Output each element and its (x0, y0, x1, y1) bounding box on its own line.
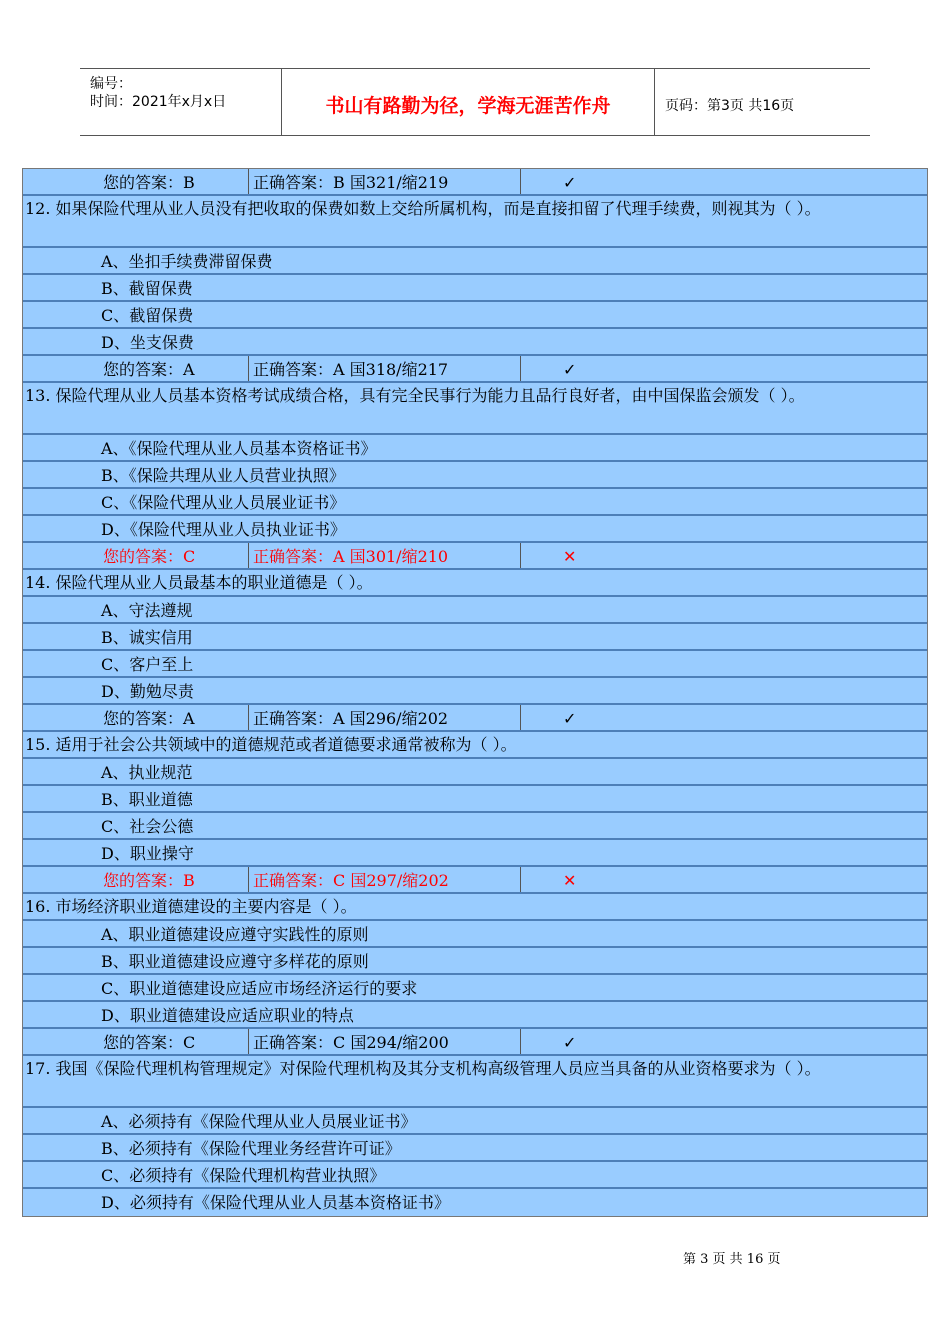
your-answer-cell (23, 356, 249, 381)
option-text: D、职业操守 (101, 844, 194, 863)
question-table (22, 168, 928, 1217)
option-text: A、职业道德建设应遵守实践性的原则 (101, 925, 369, 944)
option-text: B、诚实信用 (101, 628, 193, 647)
option-text: B、职业道德建设应遵守多样花的原则 (101, 952, 369, 971)
option-text: C、《保险代理从业人员展业证书》 (101, 493, 346, 512)
option-row (23, 302, 927, 329)
question-row (23, 732, 927, 759)
option-row (23, 624, 927, 651)
correct-answer: 正确答案：B 国321/缩219 (253, 173, 449, 192)
question-text: 14. 保险代理从业人员最基本的职业道德是（ ）。 (25, 573, 373, 592)
correct-answer-cell (249, 356, 521, 381)
question-text: 12. 如果保险代理从业人员没有把收取的保费如数上交给所属机构，而是直接扣留了代理手续费，则视其为（ ）。 (25, 199, 821, 218)
option-text: A、执业规范 (101, 763, 193, 782)
page-header (80, 68, 870, 136)
correct-answer: 正确答案：A 国318/缩217 (253, 360, 449, 379)
option-text: C、截留保费 (101, 306, 194, 325)
header-motto-cell (282, 69, 655, 135)
option-text: A、坐扣手续费滞留保费 (101, 252, 273, 271)
option-row (23, 948, 927, 975)
answer-row (23, 169, 927, 196)
correct-answer: 正确答案：C 国294/缩200 (253, 1033, 449, 1052)
correct-answer-cell (249, 867, 521, 892)
correct-answer-cell (249, 169, 521, 194)
correct-answer: 正确答案：C 国297/缩202 (253, 871, 449, 890)
your-answer: 您的答案：C (103, 1033, 196, 1052)
option-row (23, 1002, 927, 1029)
cross-icon: ✕ (563, 871, 577, 890)
correct-answer: 正确答案：A 国301/缩210 (253, 547, 449, 566)
option-text: D、勤勉尽责 (101, 682, 194, 701)
your-answer-cell (23, 1029, 249, 1054)
your-answer: 您的答案：B (103, 871, 195, 890)
option-row (23, 813, 927, 840)
question-row (23, 894, 927, 921)
time-label: 时间：2021年x月x日 (90, 94, 227, 110)
option-row (23, 1108, 927, 1135)
check-icon: ✓ (563, 360, 577, 379)
option-row (23, 1162, 927, 1189)
option-row (23, 651, 927, 678)
answer-row (23, 543, 927, 570)
option-row (23, 516, 927, 543)
correct-answer-cell (249, 1029, 521, 1054)
option-row (23, 597, 927, 624)
correct-answer-cell (249, 543, 521, 568)
check-icon: ✓ (563, 1033, 577, 1052)
option-text: C、社会公德 (101, 817, 194, 836)
option-text: A、《保险代理从业人员基本资格证书》 (101, 439, 377, 458)
option-row (23, 678, 927, 705)
question-row (23, 383, 927, 435)
serial-label: 编号： (90, 76, 132, 92)
option-text: A、必须持有《保险代理从业人员展业证书》 (101, 1112, 417, 1131)
your-answer: 您的答案：A (103, 709, 195, 728)
your-answer-cell (23, 543, 249, 568)
correct-answer-cell (249, 705, 521, 730)
option-text: B、《保险共理从业人员营业执照》 (101, 466, 345, 485)
option-row (23, 975, 927, 1002)
option-row (23, 329, 927, 356)
answer-row (23, 705, 927, 732)
your-answer-cell (23, 867, 249, 892)
option-row (23, 759, 927, 786)
option-text: C、必须持有《保险代理机构营业执照》 (101, 1166, 386, 1185)
option-text: D、必须持有《保险代理从业人员基本资格证书》 (101, 1193, 450, 1212)
option-text: D、坐支保费 (101, 333, 194, 352)
your-answer-cell (23, 169, 249, 194)
question-row (23, 570, 927, 597)
question-text: 16. 市场经济职业道德建设的主要内容是（ ）。 (25, 897, 357, 916)
option-row (23, 1135, 927, 1162)
option-row (23, 462, 927, 489)
your-answer-cell (23, 705, 249, 730)
option-text: C、客户至上 (101, 655, 194, 674)
option-row (23, 489, 927, 516)
check-icon: ✓ (563, 173, 577, 192)
option-row (23, 1189, 927, 1216)
question-row (23, 196, 927, 248)
option-row (23, 786, 927, 813)
question-row (23, 1056, 927, 1108)
option-row (23, 275, 927, 302)
your-answer: 您的答案：C (103, 547, 196, 566)
header-page-cell (655, 69, 870, 135)
your-answer: 您的答案：B (103, 173, 195, 192)
answer-row (23, 356, 927, 383)
header-meta-cell (80, 69, 282, 135)
page-footer: 第 3 页 共 16 页 (683, 1252, 781, 1267)
option-row (23, 921, 927, 948)
option-row (23, 840, 927, 867)
option-text: B、必须持有《保险代理业务经营许可证》 (101, 1139, 401, 1158)
check-icon: ✓ (563, 709, 577, 728)
option-text: D、职业道德建设应适应职业的特点 (101, 1006, 354, 1025)
option-text: D、《保险代理从业人员执业证书》 (101, 520, 346, 539)
answer-row (23, 1029, 927, 1056)
option-text: A、守法遵规 (101, 601, 193, 620)
question-text: 17. 我国《保险代理机构管理规定》对保险代理机构及其分支机构高级管理人员应当具备的从业资格要求为（ ）。 (25, 1059, 821, 1078)
correct-answer: 正确答案：A 国296/缩202 (253, 709, 449, 728)
answer-row (23, 867, 927, 894)
motto: 书山有路勤为径，学海无涯苦作舟 (325, 95, 611, 117)
question-text: 13. 保险代理从业人员基本资格考试成绩合格，具有完全民事行为能力且品行良好者，由中国保监会颁发（ ）。 (25, 386, 805, 405)
cross-icon: ✕ (563, 547, 577, 566)
your-answer: 您的答案：A (103, 360, 195, 379)
option-row (23, 435, 927, 462)
question-text: 15. 适用于社会公共领域中的道德规范或者道德要求通常被称为（ ）。 (25, 735, 517, 754)
option-text: B、职业道德 (101, 790, 193, 809)
page-number-label: 页码：第3页 共16页 (665, 98, 795, 114)
option-text: C、职业道德建设应适应市场经济运行的要求 (101, 979, 418, 998)
option-text: B、截留保费 (101, 279, 193, 298)
option-row (23, 248, 927, 275)
